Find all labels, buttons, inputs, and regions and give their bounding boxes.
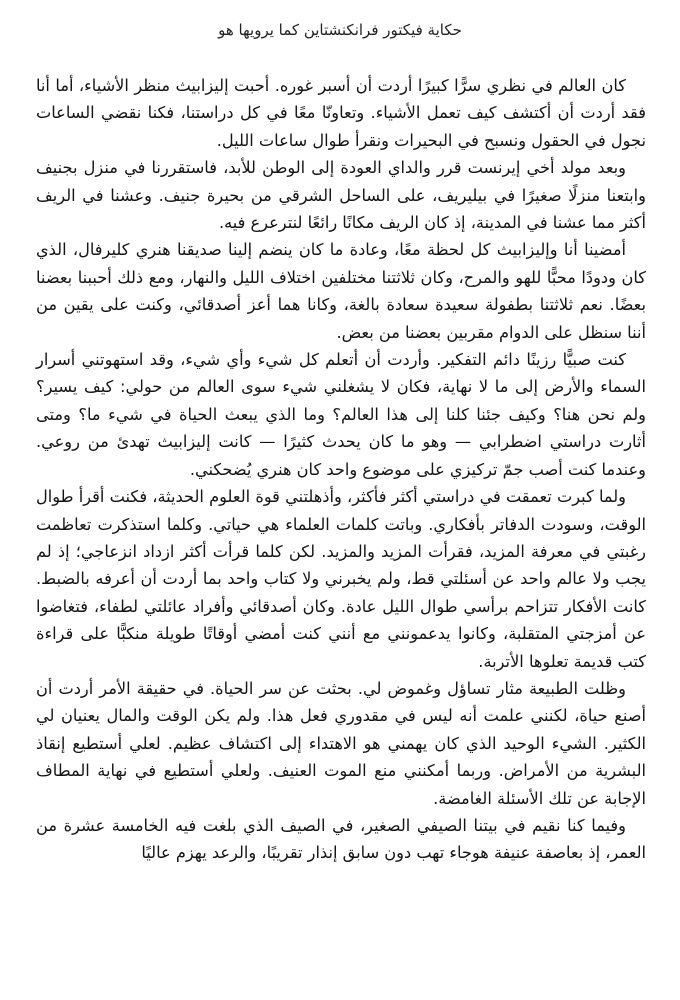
paragraph-4: كنت صبيًّا رزينًا دائم التفكير. وأردت أن أتعلم كل شيء وأي شيء، وقد استهوتني أسرار السماء والأرض إلى ما لا نهاية، فكان لا يشغلني شيء سوى العالم من حولي: كيف يسير؟ ولم نحن هنا؟ وكيف جئنا كلنا إلى هذا العالم؟ وما الذي يبعث الحياة في شيء ما؟ ومتى أثارت دراستي اضطرابي — وهو ما كان يحدث كثيرًا — كانت إليزابيث تهدئ من روعي. وعندما كنت أصب جمّ تركيزي على موضوع واحد كان هنري يُضحكني. bbox=[36, 350, 646, 479]
running-title: حكاية فيكتور فرانكنشتاين كما يرويها هو bbox=[218, 21, 462, 39]
paragraph-6: وظلت الطبيعة مثار تساؤل وغموض لي. بحثت عن سر الحياة. في حقيقة الأمر أردت أن أصنع حياة، لكنني علمت أنه ليس في مقدوري فعل هذا. ولم يكن الوقت والمال يعنيان لي الكثير. الشيء الوحيد الذي كان يهمني هو الاهتداء إلى اكتشاف عظيم. لعلي أستطيع إنقاذ البشرية من الأمراض. وربما أمكنني منع الموت العنيف. ولعلي أستطيع في نهاية المطاف الإجابة عن تلك الأسئلة الغامضة. bbox=[36, 678, 646, 808]
body-text bbox=[36, 72, 646, 867]
paragraph-7: وفيما كنا نقيم في بيتنا الصيفي الصغير، في الصيف الذي بلغت فيه الخامسة عشرة من العمر، إذ بعاصفة عنيفة هوجاء تهب دون سابق إنذار تقريبًا، والرعد يهزم عاليًا bbox=[36, 815, 646, 863]
paragraph-1: كان العالم في نظري سرًّا كبيرًا أردت أن أسبر غوره. أحبت إليزابيث منظر الأشياء، أما أنا فقد أردت أن أكتشف كيف تعمل الأشياء. وتعاونّا معًا في كل دراستنا، فكنا نقضي الساعات نجول في الحقول ونسبح في البحيرات ونقرأ طوال ساعات الليل. bbox=[36, 76, 646, 150]
paragraph-3: أمضينا أنا وإليزابيث كل لحظة معًا، وعادة ما كان ينضم إلينا صديقنا هنري كليرفال، الذي كان ودودًا محبًّا للهو والمرح، وكان ثلاثتنا مختلفين اختلاف الليل والنهار، ومع ذلك أحببنا بعضنا بعضًا. نعم ثلاثتنا بطفولة سعيدة سعادة بالغة، وكانا هما أعز أصدقائي، وكنت على يقين من أننا سنظل على الدوام مقربين بعضنا من بعض. bbox=[36, 240, 646, 342]
paragraph-5: ولما كبرت تعمقت في دراستي أكثر فأكثر، وأذهلتني قوة العلوم الحديثة، فكنت أقرأ طوال الوقت، وسودت الدفاتر بأفكاري. وباتت كلمات العلماء هي حياتي. وكلما استذكرت تعاظمت رغبتي في معرفة المزيد، فقرأت المزيد والمزيد. لكن كلما قرأت أكثر ازداد انزعاجي؛ إذ لم يجب ولا عالم واحد عن أسئلتي قط، ولم يخبرني ولا كتاب واحد بما أردت أن أعرفه بالضبط. كانت الأفكار تتزاحم برأسي طوال الليل عادة. وكان أصدقائي وأفراد عائلتي لطفاء، فتغاضوا عن أمزجتي المتقلبة، وكانوا يدعمونني مع أنني كنت أمضي أوقاتًا طويلة منكبًّا على قراءة كتب قديمة تعلوها الأتربة. bbox=[36, 487, 646, 671]
paragraph-2: وبعد مولد أخي إيرنست قرر والداي العودة إلى الوطن للأبد، فاستقررنا في منزل بجنيف وابتعنا منزلًا صغيرًا في بيليريف، على الساحل الشرقي من بحيرة جنيف. وعشنا في الريف أكثر مما عشنا في المدينة، إذ كان الريف مكانًا رائعًا لنترعرع فيه. bbox=[36, 158, 646, 233]
